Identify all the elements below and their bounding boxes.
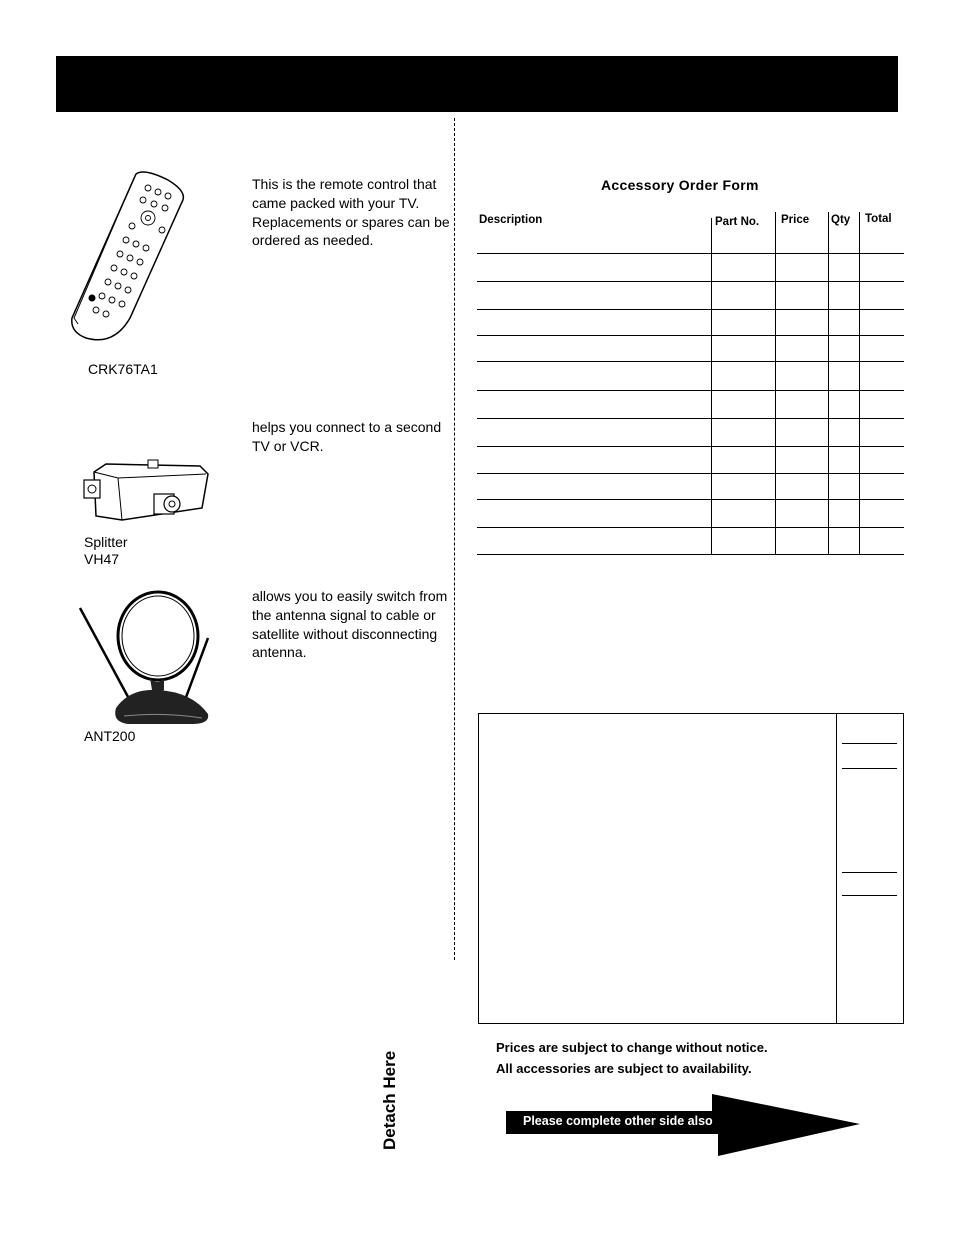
column-header-total: Total: [865, 213, 892, 225]
summary-total-line: [842, 768, 897, 769]
remote-model-caption: CRK76TA1: [88, 361, 158, 377]
table-column-line: [828, 212, 829, 554]
splitter-description: helps you connect to a second TV or VCR.: [252, 419, 442, 454]
table-row-line: [477, 418, 904, 419]
table-row-line: [477, 390, 904, 391]
table-row-line: [477, 281, 904, 282]
summary-total-line: [842, 872, 897, 873]
availability-notice: All accessories are subject to availability.: [496, 1061, 752, 1076]
table-row-line: [477, 309, 904, 310]
table-column-line: [775, 212, 776, 554]
column-header-part-no: Part No.: [715, 216, 760, 228]
complete-other-side-label: Please complete other side also: [523, 1114, 713, 1128]
remote-control-image: [68, 168, 192, 348]
summary-total-line: [842, 895, 897, 896]
order-form-title: Accessory Order Form: [601, 177, 759, 193]
detach-divider: [454, 118, 455, 960]
column-header-price: Price: [781, 214, 810, 226]
table-column-line: [711, 218, 712, 554]
antenna-image: [72, 590, 214, 730]
detach-here-label: Detach Here: [380, 1050, 399, 1150]
antenna-description: allows you to easily switch from the antenna signal to cable or satellite without disconnecting antenna.: [252, 588, 448, 661]
splitter-image: [82, 458, 212, 524]
remote-description: This is the remote control that came packed with your TV. Replacements or spares can be ordered as needed.: [252, 176, 450, 249]
column-header-qty: Qty: [831, 214, 851, 226]
header-bar: [56, 56, 898, 112]
column-header-description: Description: [479, 214, 543, 226]
price-notice: Prices are subject to change without notice.: [496, 1040, 768, 1055]
table-row-line: [477, 253, 904, 254]
table-row-line: [477, 527, 904, 528]
splitter-model-caption: VH47: [84, 551, 120, 567]
table-column-line: [859, 212, 860, 554]
order-summary-box: [478, 713, 904, 1024]
table-row-line: [477, 446, 904, 447]
table-row-line: [477, 335, 904, 336]
summary-column-divider: [836, 713, 837, 1024]
table-row-line: [477, 473, 904, 474]
summary-total-line: [842, 743, 897, 744]
table-row-line: [477, 554, 904, 555]
antenna-model-caption: ANT200: [84, 728, 136, 744]
table-row-line: [477, 499, 904, 500]
table-row-line: [477, 361, 904, 362]
splitter-caption-name: Splitter: [84, 534, 128, 550]
